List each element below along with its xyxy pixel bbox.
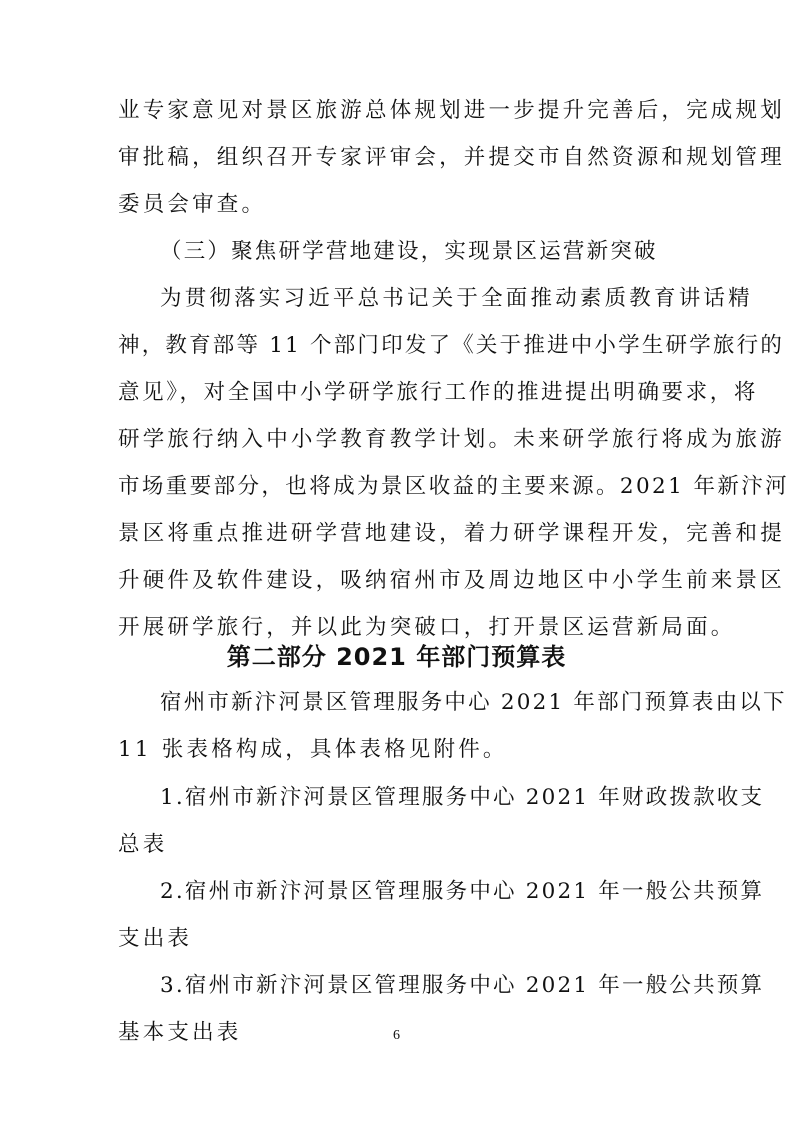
paragraph-line: 神，教育部等 11 个部门印发了《关于推进中小学生研学旅行的 xyxy=(118,333,785,358)
section-title: （三）聚焦研学营地建设，实现景区运营新突破 xyxy=(160,239,658,264)
paragraph-line: 委员会审查。 xyxy=(118,192,267,217)
list-item: 3.宿州市新汴河景区管理服务中心 2021 年一般公共预算 xyxy=(160,973,765,998)
paragraph-line: 市场重要部分，也将成为景区收益的主要来源。2021 年新汴河 xyxy=(118,474,790,499)
list-item-continuation: 基本支出表 xyxy=(118,1020,242,1045)
paragraph-line: 业专家意见对景区旅游总体规划进一步提升完善后，完成规划 xyxy=(118,98,785,123)
paragraph-line: 意见》，对全国中小学研学旅行工作的推进提出明确要求，将 xyxy=(118,380,758,405)
paragraph-line: 为贯彻落实习近平总书记关于全面推动素质教育讲话精 xyxy=(160,286,753,311)
paragraph-line: 审批稿，组织召开专家评审会，并提交市自然资源和规划管理 xyxy=(118,145,785,170)
list-item: 1.宿州市新汴河景区管理服务中心 2021 年财政拨款收支 xyxy=(160,785,765,810)
paragraph-line: 景区将重点推进研学营地建设，着力研学课程开发，完善和提 xyxy=(118,521,785,546)
list-item: 2.宿州市新汴河景区管理服务中心 2021 年一般公共预算 xyxy=(160,879,765,904)
page-number: 6 xyxy=(393,1028,400,1043)
paragraph-line: 升硬件及软件建设，吸纳宿州市及周边地区中小学生前来景区 xyxy=(118,568,785,593)
list-item-continuation: 总表 xyxy=(118,832,168,857)
part-heading: 第二部分 2021 年部门预算表 xyxy=(226,643,567,671)
list-item-continuation: 支出表 xyxy=(118,926,193,951)
paragraph-line: 宿州市新汴河景区管理服务中心 2021 年部门预算表由以下 xyxy=(160,690,787,715)
paragraph-line: 开展研学旅行，并以此为突破口，打开景区运营新局面。 xyxy=(118,615,736,640)
paragraph-line: 研学旅行纳入中小学教育教学计划。未来研学旅行将成为旅游 xyxy=(118,427,785,452)
paragraph-line: 11 张表格构成，具体表格见附件。 xyxy=(118,737,508,762)
